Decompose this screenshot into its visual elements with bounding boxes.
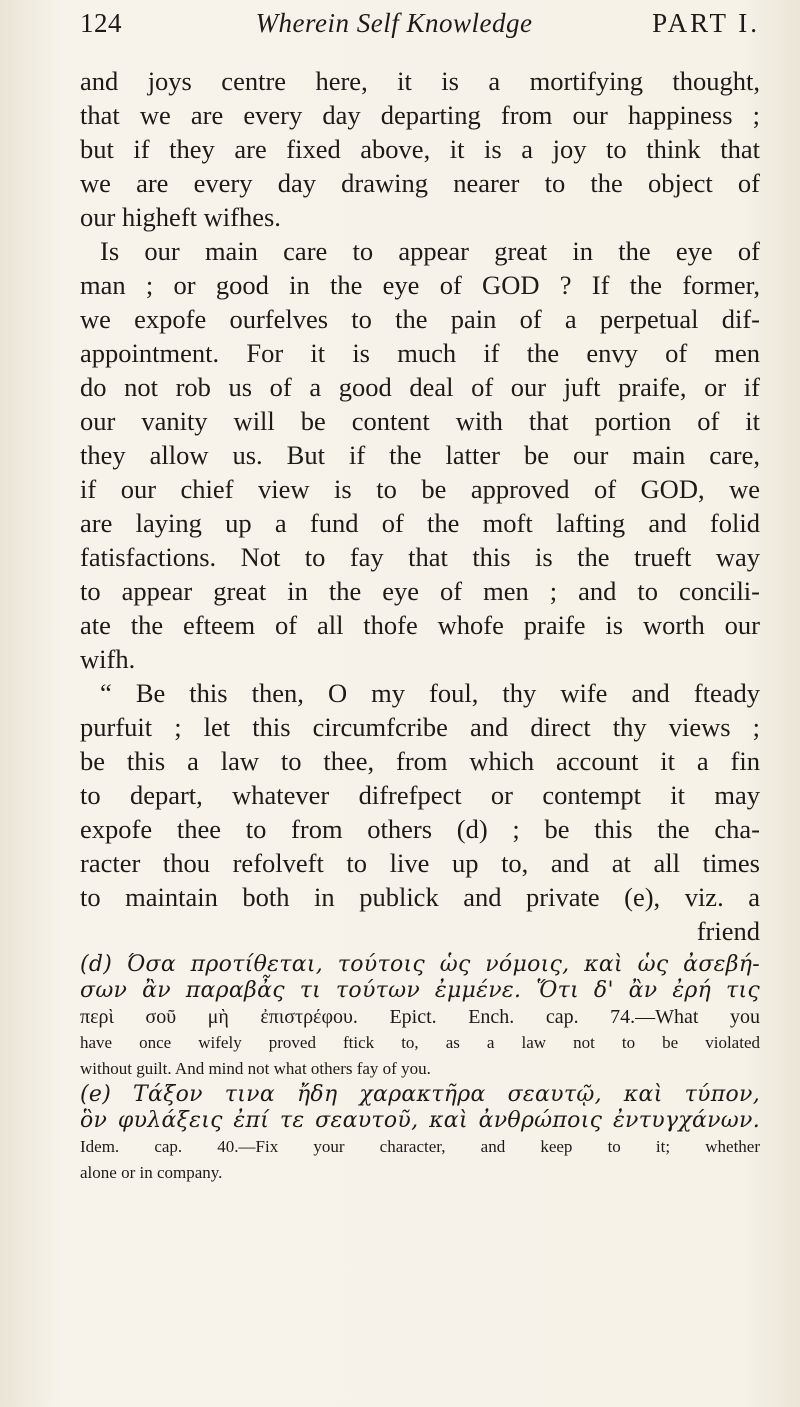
catchword: friend (696, 916, 760, 946)
text-line: and joys centre here, it is a mortifying thought, (80, 66, 760, 96)
page-number: 124 (80, 8, 122, 38)
text-line: expofe thee to from others (d) ; be this the cha- (80, 814, 760, 844)
text-line: to depart, whatever difrefpect or contempt it may (80, 780, 760, 810)
footnote-line: Idem. cap. 40.—Fix your character, and keep to it; whether (80, 1137, 760, 1156)
text-line: to appear great in the eye of men ; and to concili- (80, 576, 760, 606)
text-line: be this a law to thee, from which account it a fin (80, 746, 760, 776)
footnotes (80, 952, 760, 1186)
text-line: ate the efteem of all thofe whofe praife is worth our (80, 610, 760, 640)
running-head (80, 8, 760, 56)
text-line: Is our main care to appear great in the eye of (100, 236, 760, 266)
text-line: appointment. For it is much if the envy of men (80, 338, 760, 368)
footnote-line: περὶ σοῦ μὴ ἐπιστρέφου. Epict. Ench. cap. 74.—What you (80, 1006, 760, 1028)
text-line: our higheft wifhes. (80, 202, 281, 232)
text-line: if our chief view is to be approved of GOD, we (80, 474, 760, 504)
text-line: man ; or good in the eye of GOD ? If the former, (80, 270, 760, 300)
text-line: purfuit ; let this circumfcribe and direct thy views ; (80, 712, 760, 742)
text-line: to maintain both in publick and private (e), viz. a (80, 882, 760, 912)
body-text (80, 64, 760, 948)
footnote-line: have once wifely proved ftick to, as a law not to be violated (80, 1033, 760, 1052)
running-title: Wherein Self Knowledge (255, 8, 533, 38)
footnote-line: without guilt. And mind not what others fay of you. (80, 1059, 431, 1078)
part-label: PART I. (652, 8, 760, 38)
text-line: fatisfactions. Not to fay that this is the trueft way (80, 542, 760, 572)
footnote-line: σων ἂν παραβἆς τι τούτων ἐμμένε. Ὅτι δ' ἂν ἐρή τις (80, 978, 760, 1003)
text-line: “ Be this then, O my foul, thy wife and fteady (100, 678, 760, 708)
text-line: are laying up a fund of the moft lafting and folid (80, 508, 760, 538)
text-line: our vanity will be content with that portion of it (80, 406, 760, 436)
text-line: wifh. (80, 644, 136, 674)
footnote-line: (e) Τάξον τινα ἤδη χαρακτῆρα σεαυτῷ, καὶ τύπον, (80, 1082, 760, 1107)
text-line: we are every day drawing nearer to the object of (80, 168, 760, 198)
footnote-line: alone or in company. (80, 1163, 223, 1182)
text-line: that we are every day departing from our happiness ; (80, 100, 760, 130)
footnote-line: ὃν φυλάξεις ἐπί τε σεαυτοῦ, καὶ ἀνθρώποις ἐντυγχάνων. (80, 1108, 760, 1133)
text-line: they allow us. But if the latter be our main care, (80, 440, 760, 470)
footnote-line: (d) Όσα προτίθεται, τούτοις ὡς νόμοις, καὶ ὡς ἀσεβή- (80, 952, 760, 977)
text-line: do not rob us of a good deal of our juft praife, or if (80, 372, 760, 402)
text-line: we expofe ourfelves to the pain of a perpetual dif- (80, 304, 760, 334)
text-line: racter thou refolveft to live up to, and at all times (80, 848, 760, 878)
text-line: but if they are fixed above, it is a joy to think that (80, 134, 760, 164)
